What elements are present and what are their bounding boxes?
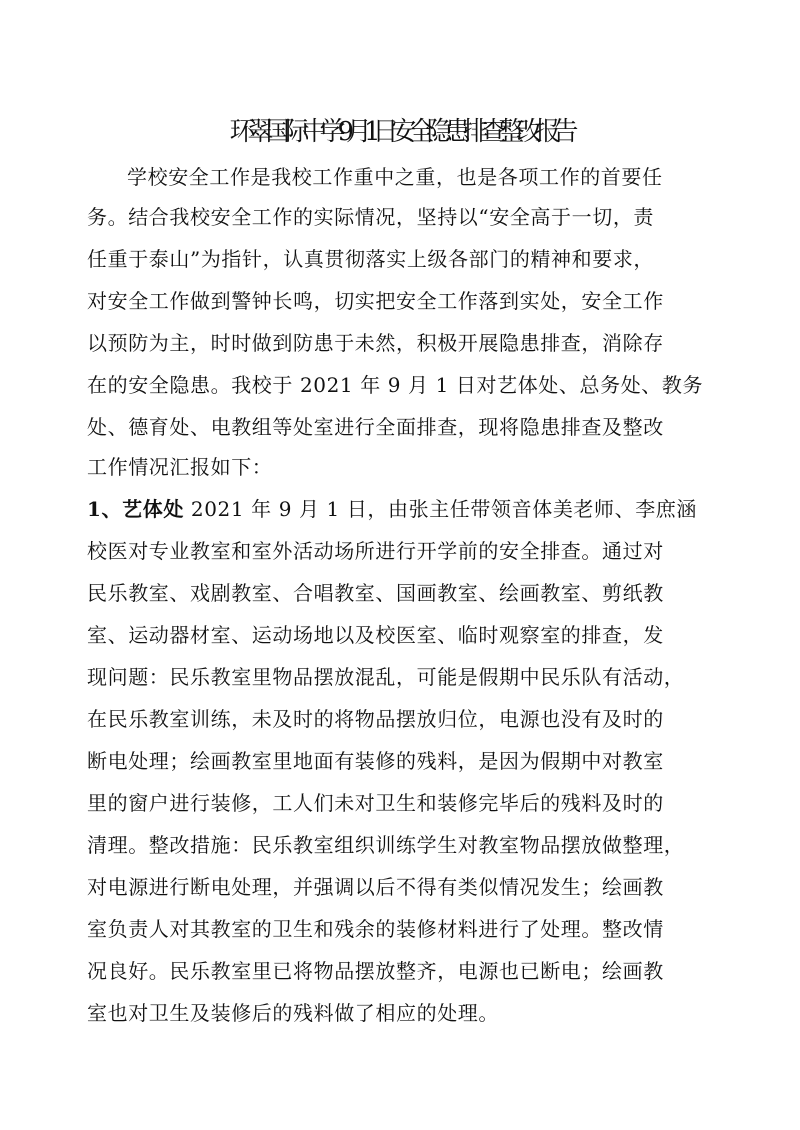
section-1-line: 断电处理；绘画教室里地面有装修的残料，是因为假期中对教室 <box>87 749 664 773</box>
section-1-heading: 1、艺体处 <box>87 497 184 521</box>
section-1-first-line-text: 2021 年 9 月 1 日，由张主任带领音体美老师、李庶涵 <box>183 497 698 521</box>
section-1-first-line <box>87 494 697 524</box>
section-1-line: 室、运动器材室、运动场地以及校医室、临时观察室的排查，发 <box>87 623 664 647</box>
section-1-line: 现问题：民乐教室里物品摆放混乱，可能是假期中民乐队有活动， <box>87 665 685 689</box>
section-1-line: 况良好。民乐教室里已将物品摆放整齐，电源也已断电；绘画教 <box>87 959 664 983</box>
section-1-line: 民乐教室、戏剧教室、合唱教室、国画教室、绘画教室、剪纸教 <box>87 581 664 605</box>
intro-line: 学校安全工作是我校工作重中之重，也是各项工作的首要任 <box>127 165 663 189</box>
intro-line: 以预防为主，时时做到防患于未然，积极开展隐患排查，消除存 <box>87 331 664 355</box>
intro-line: 任重于泰山”为指针，认真贯彻落实上级各部门的精神和要求， <box>87 247 655 271</box>
intro-line: 工作情况汇报如下： <box>87 455 273 479</box>
intro-line: 务。结合我校安全工作的实际情况，坚持以“安全高于一切，责 <box>87 205 655 229</box>
page-title: 环翠国际中学9月1日安全隐患排查整改报告 <box>229 117 571 147</box>
section-1-line: 对电源进行断电处理，并强调以后不得有类似情况发生；绘画教 <box>87 875 664 899</box>
section-1-line: 校医对专业教室和室外活动场所进行开学前的安全排查。通过对 <box>87 539 664 563</box>
section-1-line: 清理。整改措施：民乐教室组织训练学生对教室物品摆放做整理， <box>87 833 685 857</box>
section-1-line: 在民乐教室训练，未及时的将物品摆放归位，电源也没有及时的 <box>87 707 664 731</box>
section-1-line: 室负责人对其教室的卫生和残余的装修材料进行了处理。整改情 <box>87 917 664 941</box>
section-1-line: 室也对卫生及装修后的残料做了相应的处理。 <box>87 1001 499 1025</box>
intro-line: 对安全工作做到警钟长鸣，切实把安全工作落到实处，安全工作 <box>87 289 664 313</box>
section-1-line: 里的窗户进行装修，工人们未对卫生和装修完毕后的残料及时的 <box>87 791 664 815</box>
intro-line: 在的安全隐患。我校于 2021 年 9 月 1 日对艺体处、总务处、教务 <box>87 373 704 397</box>
intro-line: 处、德育处、电教组等处室进行全面排查，现将隐患排查及整改 <box>87 415 664 439</box>
